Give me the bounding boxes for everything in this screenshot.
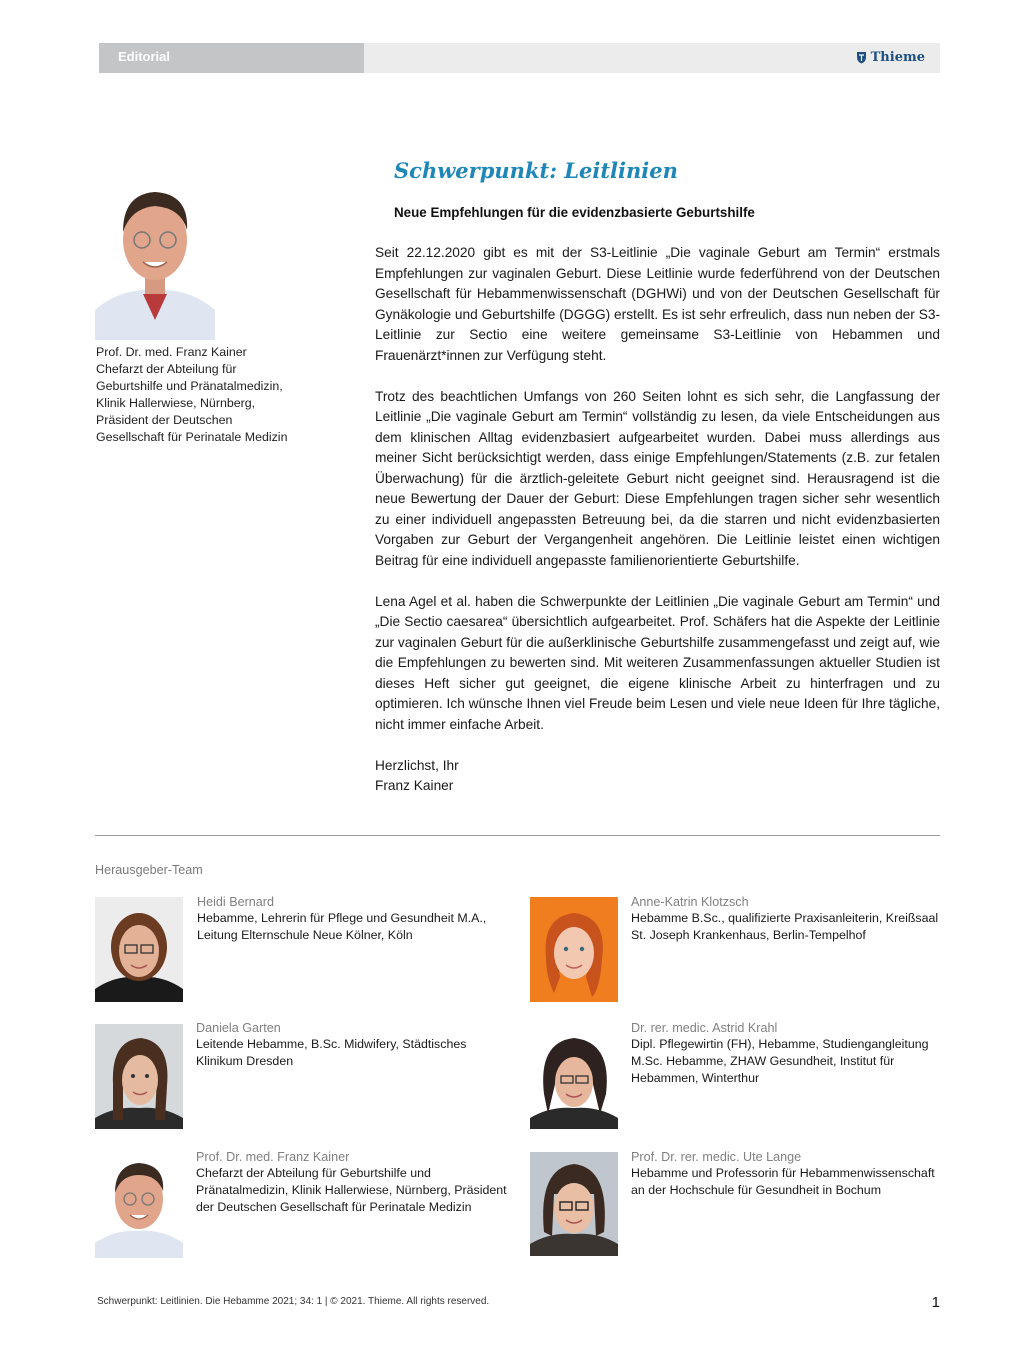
article-title: Schwerpunkt: Leitlinien bbox=[394, 158, 678, 183]
section-divider bbox=[95, 835, 940, 836]
author-caption-line: Prof. Dr. med. Franz Kainer bbox=[96, 345, 247, 359]
article-subtitle: Neue Empfehlungen für die evidenzbasierte Geburtshilfe bbox=[394, 205, 755, 220]
publisher-brand[interactable] bbox=[856, 50, 925, 65]
page-number: 1 bbox=[931, 1294, 940, 1311]
closing-greeting: Herzlichst, Ihr bbox=[375, 757, 459, 773]
team-member bbox=[631, 1150, 943, 1199]
member-name: Dr. rer. medic. Astrid Krahl bbox=[631, 1021, 778, 1035]
article-body bbox=[375, 243, 940, 797]
author-caption-line: Chefarzt der Abteilung für bbox=[96, 362, 237, 376]
team-heading: Herausgeber-Team bbox=[95, 863, 203, 877]
section-label: Editorial bbox=[118, 49, 171, 64]
member-name: Prof. Dr. rer. medic. Ute Lange bbox=[631, 1150, 802, 1164]
member-name: Prof. Dr. med. Franz Kainer bbox=[196, 1150, 350, 1164]
member-name: Heidi Bernard bbox=[197, 895, 275, 909]
member-description: Leitende Hebamme, B.Sc. Midwifery, Städtisches Klinikum Dresden bbox=[196, 1037, 467, 1068]
team-member bbox=[197, 895, 512, 944]
author-caption bbox=[96, 344, 326, 446]
team-member bbox=[631, 1021, 943, 1087]
member-photo bbox=[95, 1153, 183, 1258]
author-caption-line: Klinik Hallerwiese, Nürnberg, bbox=[96, 396, 256, 410]
brand-name: Thieme bbox=[870, 50, 925, 65]
author-caption-line: Gesellschaft für Perinatale Medizin bbox=[96, 430, 288, 444]
body-paragraph: Trotz des beachtlichen Umfangs von 260 Seiten lohnt es sich sehr, die Langfassung der Leitlinie „Die vaginale Geburt am Termin“ vollständig zu lesen, da viele Entscheidungen aus dem klinischen Alltag evidenzbasiert aufgearbeitet wurden. Dabei muss allerdings aus meiner Sicht berücksichtigt werden, dass einige Empfehlungen/Statements (z.B. zur fetalen Überwachung) für die ärztlich-geleitete Geburt nicht geeignet sind. Herausragend ist die neue Bewertung der Dauer der Geburt: Diese Empfehlungen tragen sicher sehr wesentlich zu einer individuell angepassten Betreuung bei, da die starren und nicht evidenzbasierten Vorgaben zur Geburt der Vergangenheit angehören. Die Leitlinie leistet einen wichtigen Beitrag für eine individuell angepasste familienorientierte Geburtshilfe. bbox=[375, 388, 940, 568]
member-description: Hebamme B.Sc., qualifizierte Praxisanleiterin, Kreißsaal St. Joseph Krankenhaus, Berlin-Tempelhof bbox=[631, 911, 939, 942]
footer-citation: Schwerpunkt: Leitlinien. Die Hebamme 2021; 34: 1 | © 2021. Thieme. All rights reserved. bbox=[97, 1296, 490, 1307]
member-photo bbox=[530, 1024, 618, 1129]
section-tab bbox=[99, 43, 364, 73]
author-caption-line: Präsident der Deutschen bbox=[96, 413, 233, 427]
team-member bbox=[196, 1021, 514, 1070]
closing bbox=[375, 756, 940, 797]
member-description: Hebamme und Professorin für Hebammenwissenschaft an der Hochschule für Gesundheit in Bochum bbox=[631, 1166, 935, 1197]
team-member bbox=[631, 895, 943, 944]
member-name: Daniela Garten bbox=[196, 1021, 281, 1035]
member-photo bbox=[530, 897, 618, 1002]
closing-signature: Franz Kainer bbox=[375, 778, 454, 793]
member-name: Anne-Katrin Klotzsch bbox=[631, 895, 749, 909]
member-photo bbox=[530, 1152, 618, 1256]
body-paragraph: Seit 22.12.2020 gibt es mit der S3-Leitlinie „Die vaginale Geburt am Termin“ erstmals Empfehlungen zur vaginalen Geburt. Diese Leitlinie wurde federführend von der Deutschen Gesellschaft für Hebammenwissenschaft (DGHWi) und von der Deutschen Gesellschaft für Gynäkologie und Geburtshilfe (DGGG) erstellt. Es ist sehr erfreulich, dass nun neben der S3-Leitlinie zur Sectio eine weitere gemeinsame S3-Leitlinie von Hebammen und Frauenärzt*innen zur Verfügung steht. bbox=[375, 245, 940, 363]
author-portrait bbox=[95, 170, 215, 340]
member-description: Hebamme, Lehrerin für Pflege und Gesundheit M.A., Leitung Elternschule Neue Kölner, Köln bbox=[197, 911, 487, 942]
thieme-logo-icon bbox=[856, 51, 867, 64]
body-paragraph: Lena Agel et al. haben die Schwerpunkte der Leitlinien „Die vaginale Geburt am Termin“ und „Die Sectio caesarea“ übersichtlich aufgearbeitet. Prof. Schäfers hat die Aspekte der Leitlinie zur vaginalen Geburt für die außerklinische Geburtshilfe zusammengefasst und zeigt auf, wie die Empfehlungen zu bewerten sind. Mit weiteren Zusammenfassungen aktueller Studien ist dieses Heft sicher gut geeignet, die eigene klinische Arbeit zu hinterfragen und zu optimieren. Ich wünsche Ihnen viel Freude beim Lesen und viele neue Ideen für Ihre tägliche, nicht immer einfache Arbeit. bbox=[375, 593, 940, 732]
member-description: Dipl. Pflegewirtin (FH), Hebamme, Studiengangleitung M.Sc. Hebamme, ZHAW Gesundheit, Institut für Hebammen, Winterthur bbox=[631, 1037, 929, 1085]
member-description: Chefarzt der Abteilung für Geburtshilfe und Pränatalmedizin, Klinik Hallerwiese, Nürnberg, Präsident der Deutschen Gesellschaft für Perinatale Medizin bbox=[196, 1166, 507, 1214]
team-member bbox=[196, 1150, 514, 1216]
member-photo bbox=[95, 897, 183, 1002]
member-photo bbox=[95, 1024, 183, 1129]
author-caption-line: Geburtshilfe und Pränatalmedizin, bbox=[96, 379, 283, 393]
